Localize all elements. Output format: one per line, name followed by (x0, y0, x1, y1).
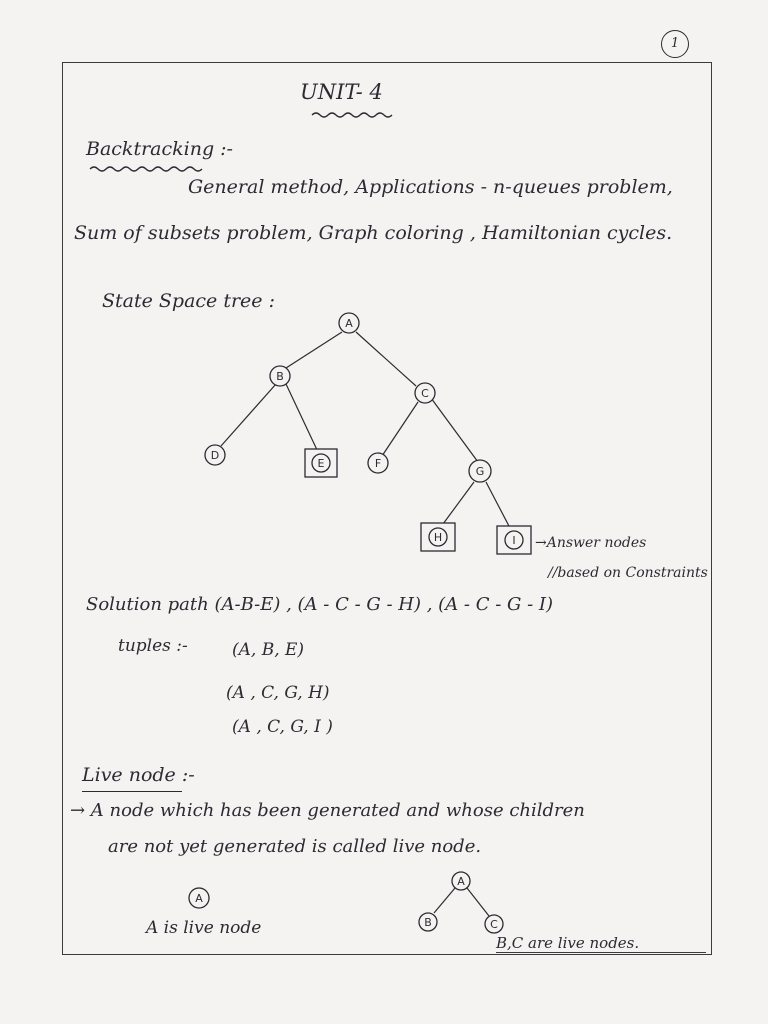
tuple-item: (A , C, G, I ) (232, 717, 333, 737)
topics-line-2: Sum of subsets problem, Graph coloring , Hamiltonian cycles. (74, 222, 673, 244)
example1-caption: A is live node (146, 918, 262, 938)
tree-node-e-label: E (317, 457, 325, 470)
example2-node-b-label: B (424, 916, 432, 929)
edge-c-g (431, 398, 478, 462)
example2-caption-rule (496, 952, 706, 953)
topics-line-1: General method, Applications - n-queues problem, (188, 176, 673, 198)
page-number: 1 (661, 30, 689, 58)
constraints-annotation: //based on Constraints (548, 565, 708, 581)
edge-c-f (382, 402, 418, 456)
tree-node-d-label: D (210, 449, 220, 462)
live-node-definition-line-1: → A node which has been generated and whose children (70, 800, 585, 821)
edge-g-h (443, 482, 474, 524)
edge-a-b (286, 332, 342, 368)
tree-node-c-label: C (421, 387, 429, 400)
example2-node-a-label: A (457, 875, 465, 888)
state-space-tree-label: State Space tree : (102, 290, 275, 312)
tree-node-a-label: A (345, 317, 353, 330)
edge-b-d (221, 384, 276, 446)
tuple-item: (A, B, E) (232, 640, 305, 660)
live-node-definition-line-2: are not yet generated is called live node. (108, 836, 482, 857)
unit-title: UNIT- 4 (300, 80, 383, 104)
example2-edge-a-c (467, 888, 489, 916)
tree-edges (221, 332, 510, 528)
edge-a-c (356, 332, 416, 386)
live-node-underline (82, 791, 182, 792)
tree-node-b-label: B (276, 370, 284, 383)
answer-nodes-annotation: →Answer nodes (535, 535, 647, 551)
solution-path-line: Solution path (A-B-E) , (A - C - G - H) , (A - C - G - I) (86, 594, 554, 615)
edge-g-i (486, 482, 510, 528)
live-node-heading: Live node :- (82, 764, 195, 786)
edge-b-e (286, 384, 318, 452)
example2-node-c-label: C (490, 918, 498, 931)
example2-caption: B,C are live nodes. (496, 934, 640, 952)
tuples-label: tuples :- (118, 636, 188, 656)
tree-node-i-label: I (512, 534, 516, 547)
tree-node-f-label: F (374, 457, 382, 470)
example2-edge-a-b (434, 888, 455, 913)
tree-node-h-label: H (433, 531, 443, 544)
example1-node-a-label: A (195, 892, 203, 905)
backtracking-heading: Backtracking :- (86, 138, 233, 160)
tree-node-g-label: G (475, 465, 485, 478)
tuple-item: (A , C, G, H) (226, 683, 330, 703)
